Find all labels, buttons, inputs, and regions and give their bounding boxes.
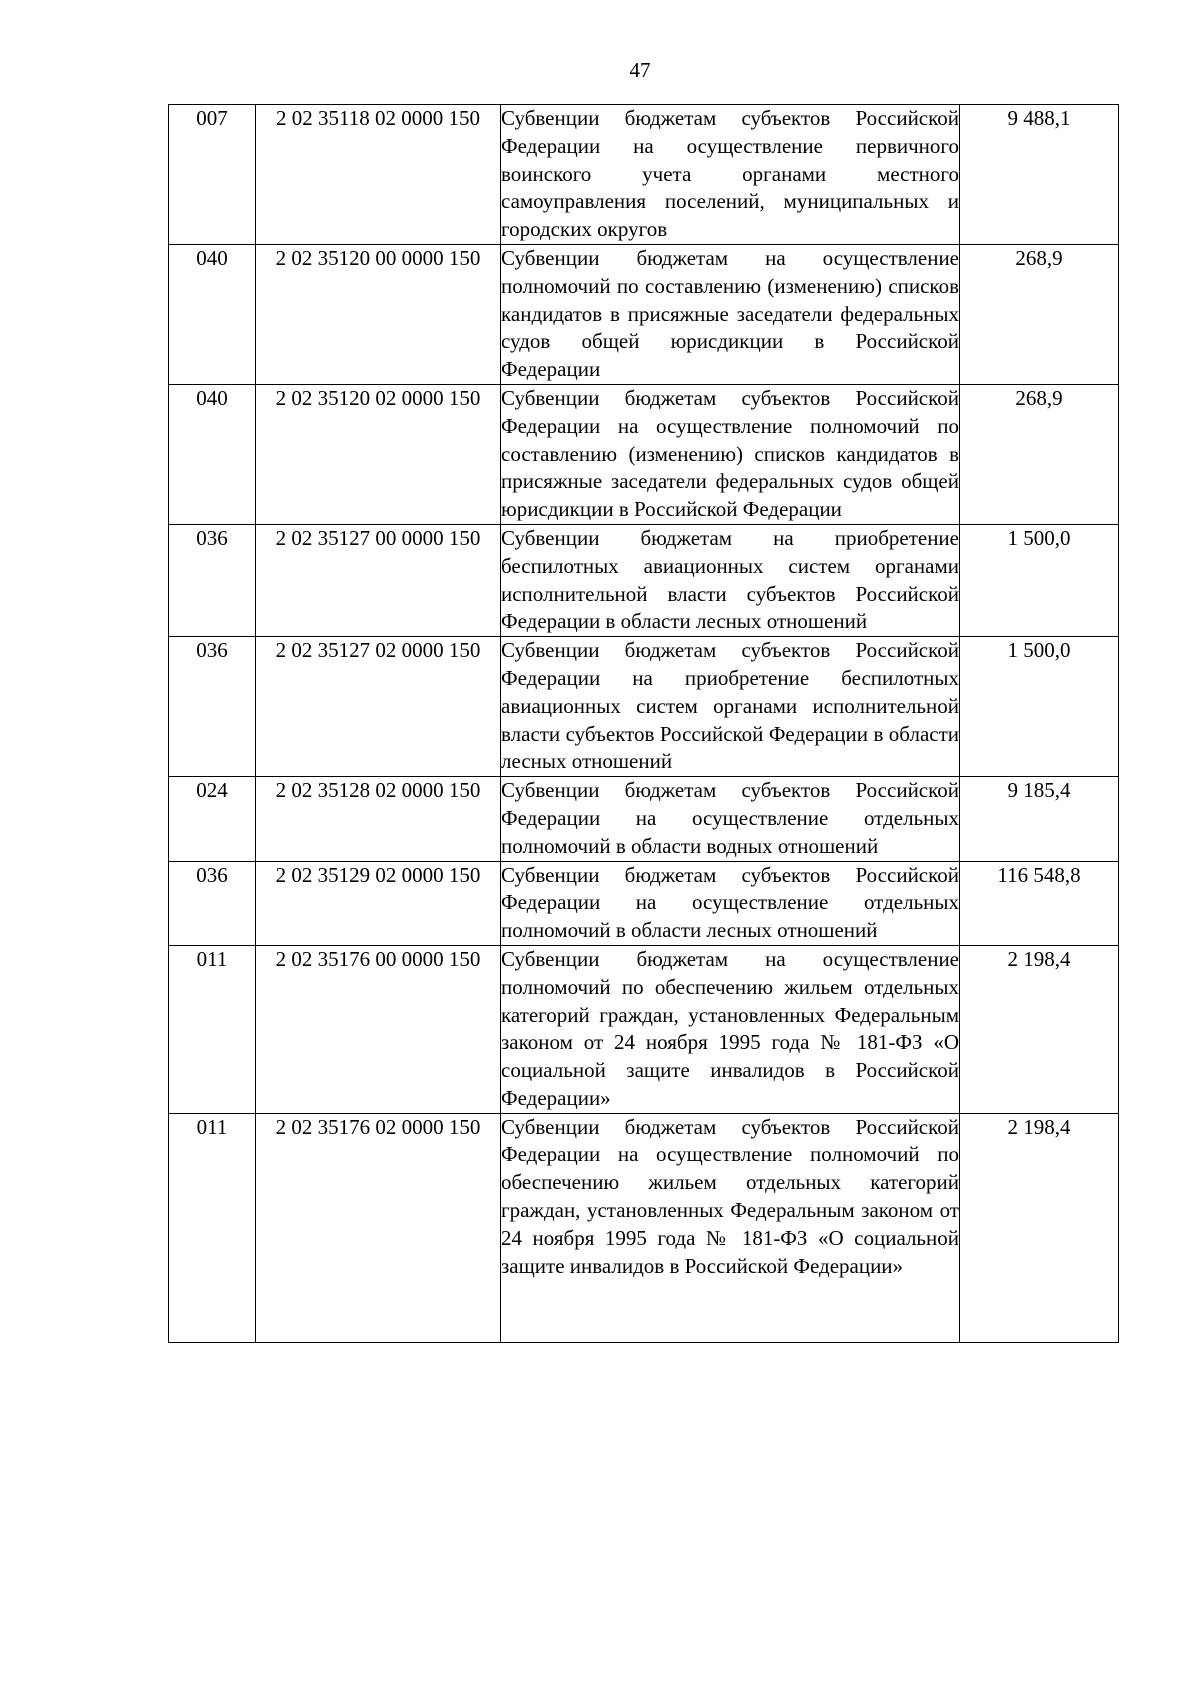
admin-code-cell: 036 — [169, 524, 256, 636]
revenue-name-cell: Субвенции бюджетам на осуществление полномочий по обеспечению жильем отдельных категорий граждан, установленных Федеральным законом от 24 ноября 1995 года № 181-ФЗ «О социальной защите инвалидов в Российской Федерации» — [501, 945, 960, 1113]
budget-code-cell: 2 02 35118 02 0000 150 — [256, 105, 501, 245]
budget-code-cell: 2 02 35127 02 0000 150 — [256, 637, 501, 777]
revenue-name-cell: Субвенции бюджетам субъектов Российской Федерации на осуществление первичного воинского учета органами местного самоуправления поселений, муниципальных и городских округов — [501, 105, 960, 245]
table-row — [169, 244, 1119, 384]
revenue-name-cell: Субвенции бюджетам на приобретение беспилотных авиационных систем органами исполнительной власти субъектов Российской Федерации в области лесных отношений — [501, 524, 960, 636]
admin-code-cell: 036 — [169, 637, 256, 777]
admin-code-cell: 024 — [169, 777, 256, 861]
budget-code-cell: 2 02 35128 02 0000 150 — [256, 777, 501, 861]
table-row — [169, 777, 1119, 861]
amount-cell: 268,9 — [960, 384, 1119, 524]
amount-cell: 1 500,0 — [960, 524, 1119, 636]
revenue-name-cell: Субвенции бюджетам на осуществление полномочий по составлению (изменению) списков кандидатов в присяжные заседатели федеральных судов общей юрисдикции в Российской Федерации — [501, 244, 960, 384]
revenue-name-cell: Субвенции бюджетам субъектов Российской Федерации на осуществление отдельных полномочий в области лесных отношений — [501, 861, 960, 945]
budget-code-cell: 2 02 35129 02 0000 150 — [256, 861, 501, 945]
admin-code-cell: 040 — [169, 244, 256, 384]
amount-cell: 2 198,4 — [960, 945, 1119, 1113]
budget-code-cell: 2 02 35127 00 0000 150 — [256, 524, 501, 636]
amount-cell: 9 185,4 — [960, 777, 1119, 861]
table-row — [169, 945, 1119, 1113]
budget-code-cell: 2 02 35120 02 0000 150 — [256, 384, 501, 524]
amount-cell: 1 500,0 — [960, 637, 1119, 777]
page-number: 47 — [629, 58, 651, 82]
budget-code-cell: 2 02 35176 00 0000 150 — [256, 945, 501, 1113]
admin-code-cell: 011 — [169, 945, 256, 1113]
amount-cell: 2 198,4 — [960, 1113, 1119, 1342]
revenue-name-cell: Субвенции бюджетам субъектов Российской Федерации на осуществление полномочий по составлению (изменению) списков кандидатов в присяжные заседатели федеральных судов общей юрисдикции в Российской Федерации — [501, 384, 960, 524]
table-row — [169, 524, 1119, 636]
revenue-name-cell: Субвенции бюджетам субъектов Российской Федерации на осуществление полномочий по обеспечению жильем отдельных категорий граждан, установленных Федеральным законом от 24 ноября 1995 года № 181-ФЗ «О социальной защите инвалидов в Российской Федерации» — [501, 1113, 960, 1342]
table-row — [169, 1113, 1119, 1342]
table-row — [169, 105, 1119, 245]
revenue-name-cell: Субвенции бюджетам субъектов Российской Федерации на осуществление отдельных полномочий в области водных отношений — [501, 777, 960, 861]
table-row — [169, 637, 1119, 777]
admin-code-cell: 007 — [169, 105, 256, 245]
budget-table — [168, 104, 1119, 1343]
admin-code-cell: 036 — [169, 861, 256, 945]
revenue-name-cell: Субвенции бюджетам субъектов Российской Федерации на приобретение беспилотных авиационных систем органами исполнительной власти субъектов Российской Федерации в области лесных отношений — [501, 637, 960, 777]
amount-cell: 268,9 — [960, 244, 1119, 384]
table-row — [169, 384, 1119, 524]
amount-cell: 9 488,1 — [960, 105, 1119, 245]
budget-code-cell: 2 02 35176 02 0000 150 — [256, 1113, 501, 1342]
admin-code-cell: 011 — [169, 1113, 256, 1342]
amount-cell: 116 548,8 — [960, 861, 1119, 945]
budget-code-cell: 2 02 35120 00 0000 150 — [256, 244, 501, 384]
admin-code-cell: 040 — [169, 384, 256, 524]
table-row — [169, 861, 1119, 945]
